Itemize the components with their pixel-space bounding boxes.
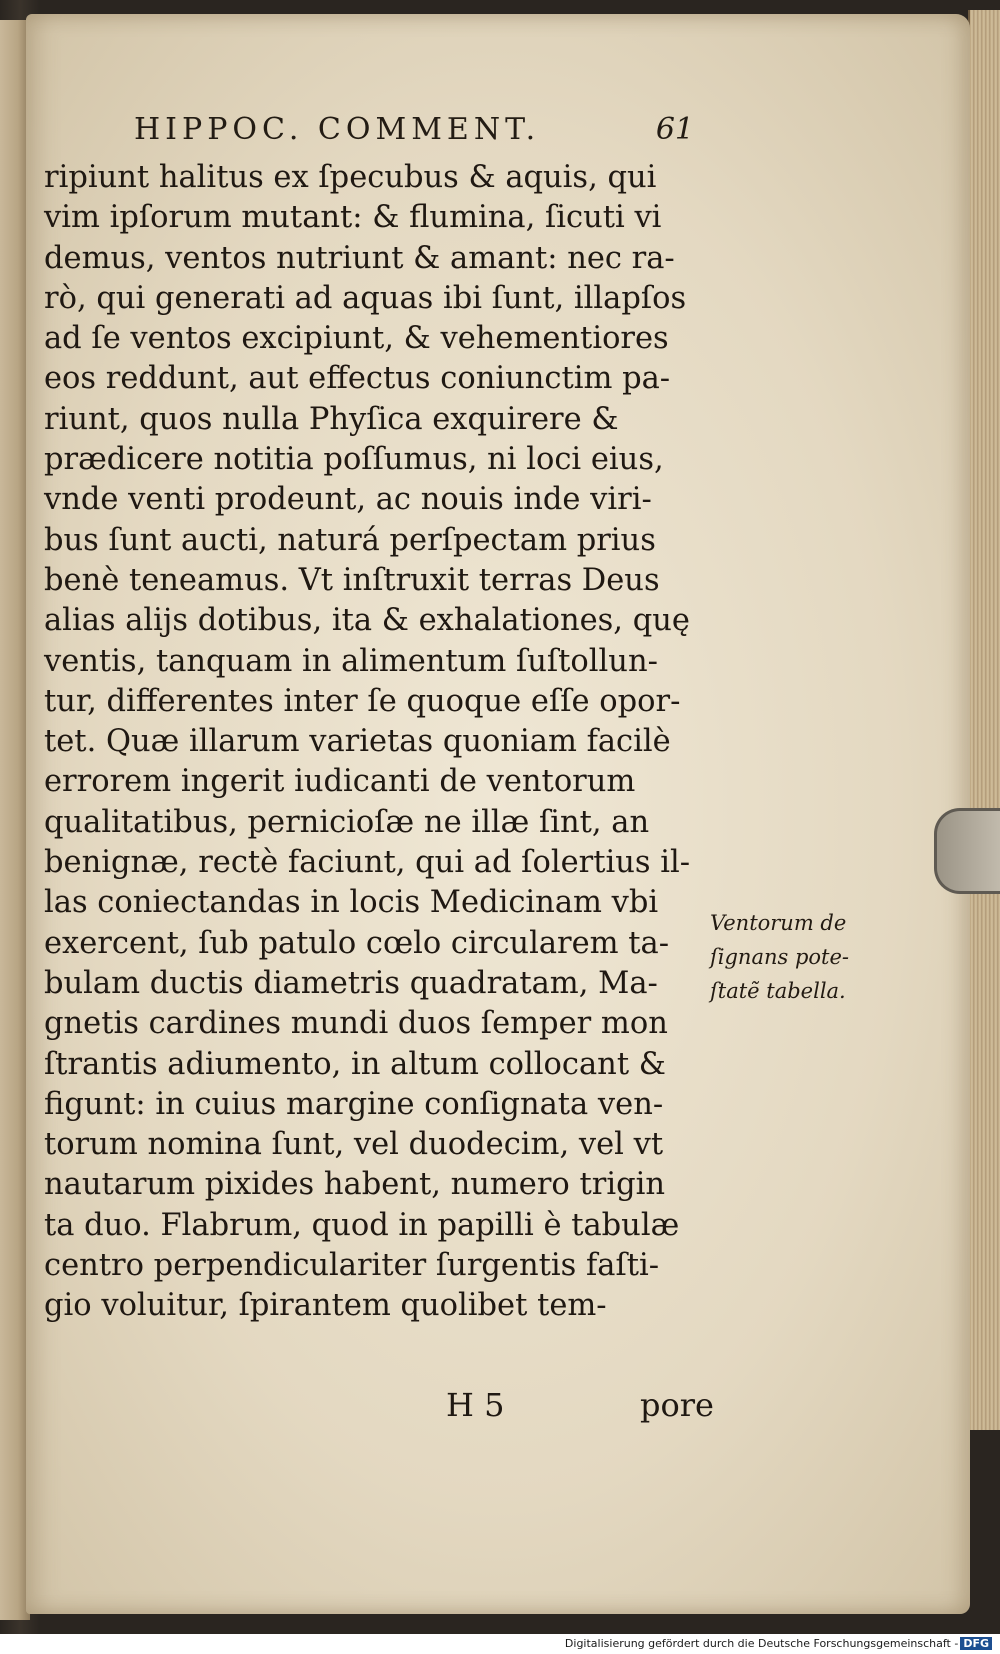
marginal-note-line: ſignans pote- — [710, 945, 850, 969]
dfg-logo: DFG — [960, 1637, 992, 1650]
catchword: pore — [640, 1386, 714, 1424]
text-line: tur, differentes inter ſe quoque eſſe opor- — [44, 683, 681, 719]
text-line: ſtrantis adiumento, in altum collocant & — [44, 1046, 666, 1082]
text-line: eos reddunt, aut effectus coniunctim pa- — [44, 361, 671, 397]
marginal-note-line: Ventorum de — [710, 911, 847, 935]
text-line: vim ipſorum mutant: & flumina, ſicuti vi — [44, 200, 662, 236]
marginal-note-line: ſtatẽ tabella. — [710, 979, 846, 1003]
text-line: rò, qui generati ad aquas ibi ſunt, illapſos — [44, 280, 687, 316]
body-text — [44, 158, 708, 1327]
text-line: torum nomina ſunt, vel duodecim, vel vt — [44, 1127, 664, 1163]
text-line: benè teneamus. Vt inſtruxit terras Deus — [44, 562, 660, 598]
text-line: ad ſe ventos excipiunt, & vehementiores — [44, 321, 669, 357]
running-head — [134, 112, 694, 152]
text-line: vnde venti prodeunt, ac nouis inde viri- — [44, 482, 652, 518]
text-line: gio voluitur, ſpirantem quolibet tem- — [44, 1288, 607, 1324]
clasp-icon — [934, 808, 1000, 894]
text-line: tet. Quæ illarum varietas quoniam facilè — [44, 724, 671, 760]
text-line: las coniectandas in locis Medicinam vbi — [44, 885, 659, 921]
text-line: exercent, ſub patulo cœlo circularem ta- — [44, 925, 669, 961]
digitization-credit — [565, 1637, 992, 1650]
text-line: prædicere notitia poſſumus, ni loci eius, — [44, 442, 664, 478]
text-line: centro perpendiculariter ſurgentis faſti- — [44, 1248, 660, 1284]
credit-text: Digitalisierung gefördert durch die Deutsche Forschungsgemeinschaft - — [564, 1637, 959, 1650]
text-line: ventis, tanquam in alimentum ſuſtollun- — [44, 643, 658, 679]
text-line: bulam ductis diametris quadratam, Ma- — [44, 965, 658, 1001]
book-fore-edge — [968, 10, 1000, 1430]
text-line: ripiunt halitus ex ſpecubus & aquis, qui — [44, 160, 657, 195]
running-head-title: HIPPOC. COMMENT. — [134, 112, 541, 147]
text-line: riunt, quos nulla Phyſica exquirere & — [44, 401, 619, 437]
text-line: alias alijs dotibus, ita & exhalationes, quę — [44, 603, 690, 639]
marginal-note — [710, 906, 890, 1008]
text-line: bus ſunt aucti, naturá perſpectam prius — [44, 522, 656, 558]
text-line: qualitatibus, pernicioſæ ne illæ ſint, an — [44, 804, 650, 840]
text-line: figunt: in cuius margine conſignata ven- — [44, 1086, 664, 1122]
text-line: nautarum pixides habent, numero trigin — [44, 1167, 666, 1203]
text-line: errorem ingerit iudicanti de ventorum — [44, 764, 636, 800]
text-line: gnetis cardines mundi duos ſemper mon — [44, 1006, 668, 1042]
text-line: ta duo. Flabrum, quod in papilli è tabulæ — [44, 1207, 680, 1243]
page-number: 61 — [655, 112, 694, 147]
signature-mark: H 5 — [446, 1386, 505, 1424]
text-line: demus, ventos nutriunt & amant: nec ra- — [44, 240, 675, 276]
text-line: benignæ, rectè faciunt, qui ad ſolertius il- — [44, 845, 691, 881]
